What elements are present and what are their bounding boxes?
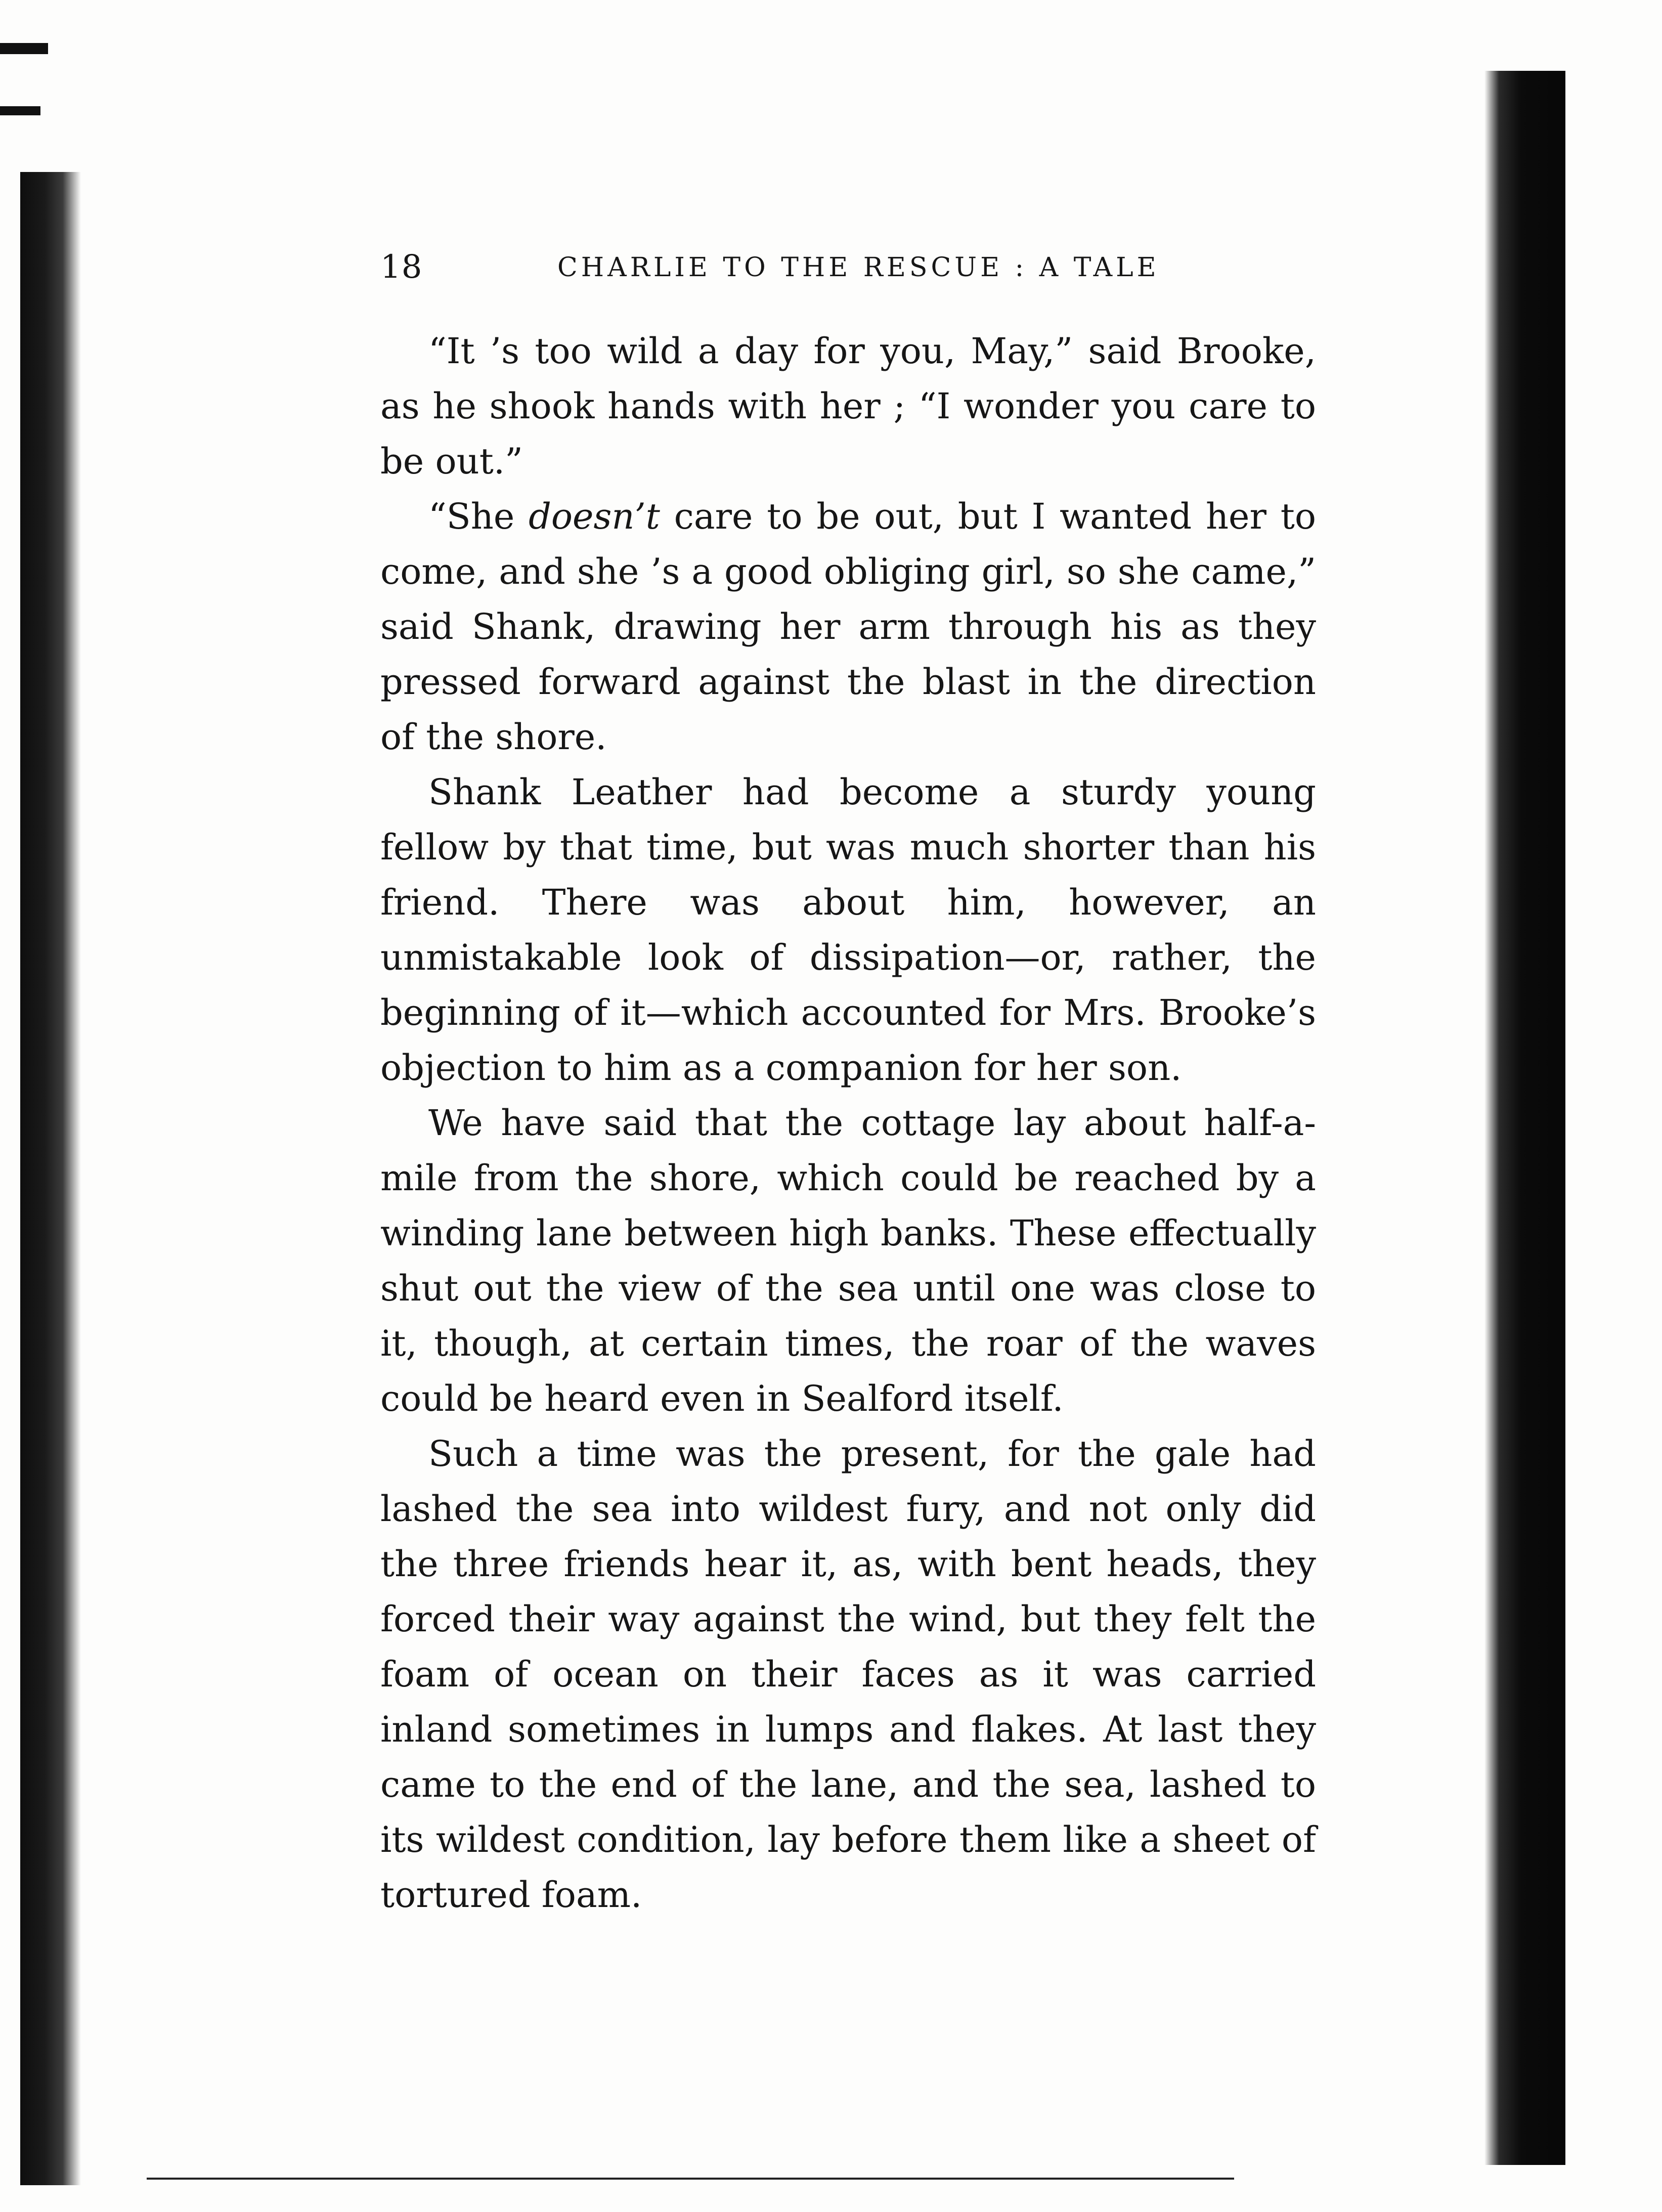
paragraph-3 [380,765,1316,1096]
running-head [380,247,1321,287]
paragraph-text: We have said that the cottage lay about half-a-mile from the shore, which could be reached by a winding lane between high banks. These effectually shut out the view of the sea until one was close to it, though, at certain times, the roar of the waves could be heard even in Sealford itself. [380,1102,1316,1419]
left-binding-shadow [20,172,81,2185]
scan-artifact-mark [0,106,40,115]
right-binding-shadow [1484,71,1565,2165]
emphasized-word: doesn’t [529,496,660,537]
paragraph-1 [380,324,1316,489]
scan-artifact-mark [0,43,48,54]
scan-bottom-rule [147,2178,1234,2180]
paragraph-2 [380,489,1316,765]
body-text [380,324,1316,1923]
paragraph-text: Such a time was the present, for the gale had lashed the sea into wildest fury, and not only did the three friends hear it, as, with bent heads, they forced their way against the wind, but they felt the foam of ocean on their faces as it was carried inland sometimes in lumps and flakes. At last they came to the end of the lane, and the sea, lashed to its wildest condition, lay before them like a sheet of tortured foam. [380,1433,1316,1916]
paragraph-text: “She [428,496,529,537]
running-title: CHARLIE TO THE RESCUE : A TALE [557,252,1160,283]
paragraph-4 [380,1096,1316,1426]
paragraph-text: Shank Leather had become a sturdy young fellow by that time, but was much shorter than his friend. There was about him, however, an unmistakable look of dissipation—or, rather, the beginning of it—which accounted for Mrs. Brooke’s objection to him as a companion for her son. [380,771,1316,1089]
paragraph-5 [380,1426,1316,1923]
paragraph-text: care to be out, but I wanted her to come, and she ’s a good obliging girl, so she came,” said Shank, drawing her arm through his as they pressed forward against the blast in the direction of the shore. [380,496,1317,758]
page-number: 18 [380,248,423,286]
paragraph-text: “It ’s too wild a day for you, May,” said Brooke, as he shook hands with her ; “I wonder you care to be out.” [380,330,1316,482]
